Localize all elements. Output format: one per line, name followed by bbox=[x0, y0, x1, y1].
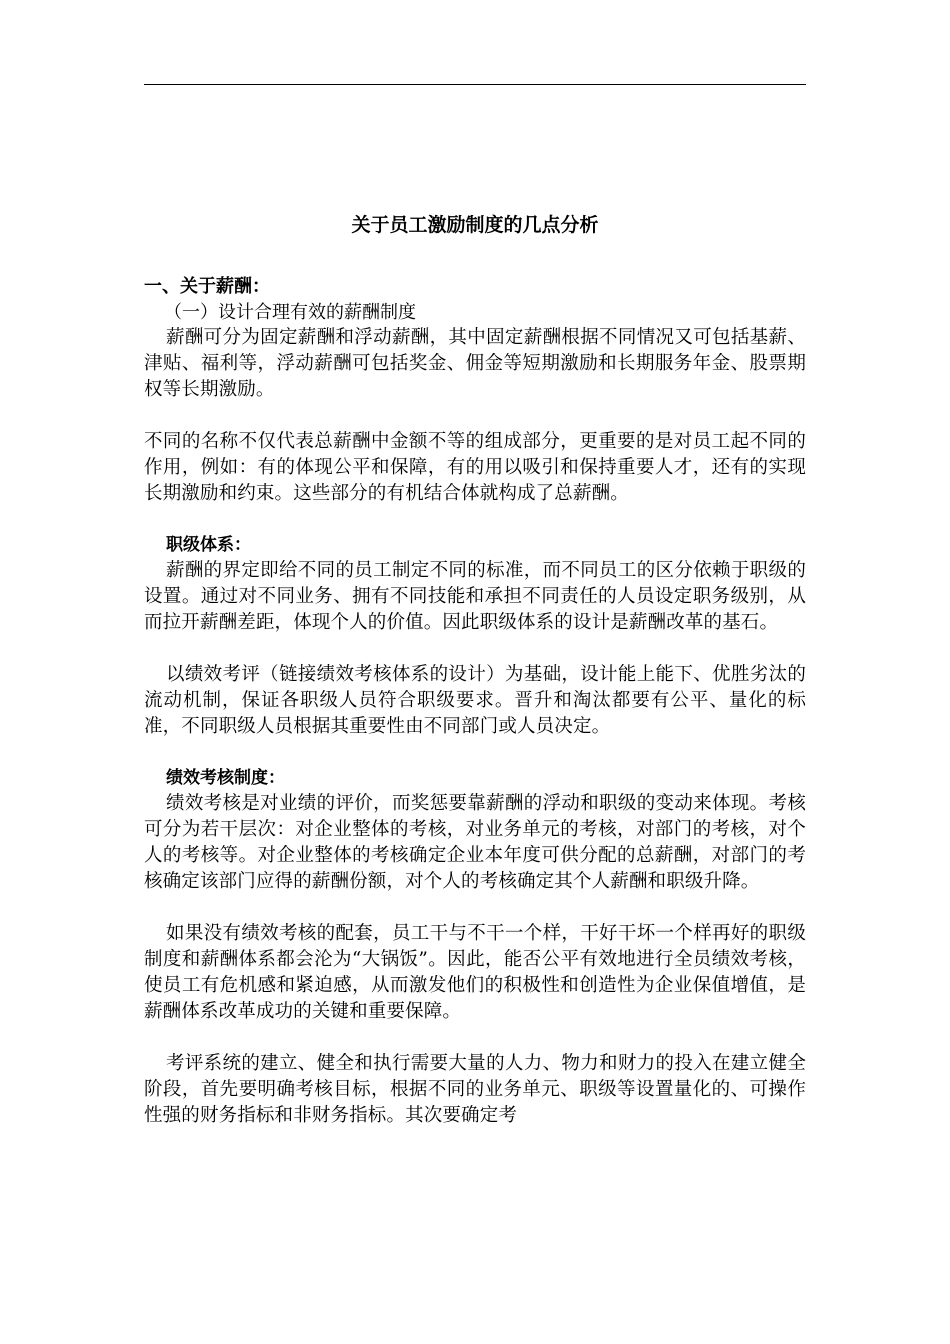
document-title: 关于员工激励制度的几点分析 bbox=[351, 214, 599, 236]
header-rule bbox=[144, 84, 806, 85]
paragraph-gap bbox=[144, 403, 806, 429]
paragraph: 不同的名称不仅代表总薪酬中金额不等的组成部分，更重要的是对员工起不同的作用，例如：有的体现公平和保障，有的用以吸引和保持重要人才，还有的实现长期激励和约束。这些部分的有机结合体就构成了总薪酬。 bbox=[144, 431, 806, 504]
paragraph-gap bbox=[144, 507, 806, 533]
section-heading-salary: 一、关于薪酬： bbox=[144, 276, 270, 297]
paragraph-gap bbox=[144, 895, 806, 921]
heading-performance-review: 绩效考核制度： bbox=[166, 768, 285, 788]
paragraph: 薪酬的界定即给不同的员工制定不同的标准，而不同员工的区分依赖于职级的设置。通过对不同业务、拥有不同技能和承担不同责任的人员设定职务级别，从而拉开薪酬差距，体现个人的价值。因此职级体系的设计是薪酬改革的基石。 bbox=[144, 560, 806, 633]
paragraph-gap bbox=[144, 740, 806, 766]
paragraph: 薪酬可分为固定薪酬和浮动薪酬，其中固定薪酬根据不同情况又可包括基薪、津贴、福利等，浮动薪酬可包括奖金、佣金等短期激励和长期服务年金、股票期权等长期激励。 bbox=[144, 327, 806, 400]
paragraph: 考评系统的建立、健全和执行需要大量的人力、物力和财力的投入在建立健全阶段，首先要明确考核目标，根据不同的业务单元、职级等设置量化的、可操作性强的财务指标和非财务指标。其次要确定考 bbox=[144, 1053, 806, 1126]
paragraph-gap bbox=[144, 636, 806, 662]
subheading-salary-design: （一）设计合理有效的薪酬制度 bbox=[164, 302, 416, 323]
paragraph-gap bbox=[144, 1025, 806, 1051]
paragraph: 以绩效考评（链接绩效考核体系的设计）为基础，设计能上能下、优胜劣汰的流动机制，保证各职级人员符合职级要求。晋升和淘汰都要有公平、量化的标准，不同职级人员根据其重要性由不同部门或人员决定。 bbox=[144, 664, 806, 737]
paragraph: 绩效考核是对业绩的评价，而奖惩要靠薪酬的浮动和职级的变动来体现。考核可分为若干层次：对企业整体的考核，对业务单元的考核，对部门的考核，对个人的考核等。对企业整体的考核确定企业本年度可供分配的总薪酬，对部门的考核确定该部门应得的薪酬份额，对个人的考核确定其个人薪酬和职级升降。 bbox=[144, 793, 806, 892]
heading-rank-system: 职级体系： bbox=[166, 535, 251, 555]
document-body bbox=[144, 274, 806, 1129]
paragraph: 如果没有绩效考核的配套，员工干与不干一个样，干好干坏一个样再好的职级制度和薪酬体系都会沦为“大锅饭”。因此，能否公平有效地进行全员绩效考核，使员工有危机感和紧迫感，从而激发他们的积极性和创造性为企业保值增值，是薪酬体系改革成功的关键和重要保障。 bbox=[144, 923, 806, 1022]
